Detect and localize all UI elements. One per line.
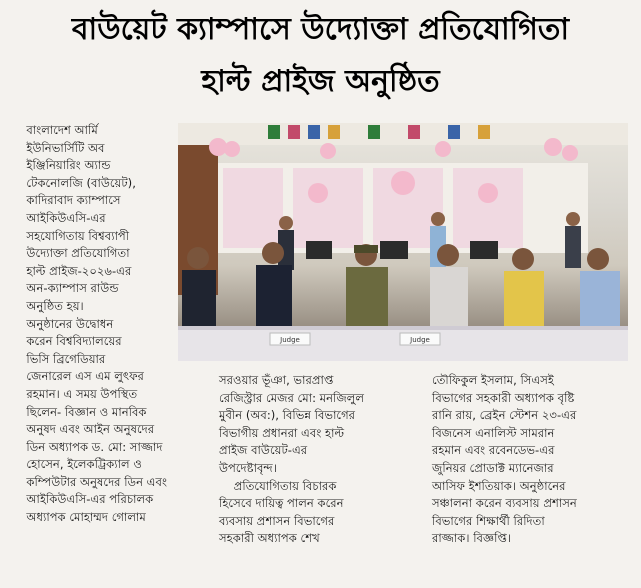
article-column-2: সরওয়ার ভূঁঞা, ভারপ্রাপ্ত রেজিস্ট্রার মেজর মো: মনজিলুল মুবীন (অব:), বিভিন্ন বিভাগের বিভাগীয় প্রধানরা এবং হাল্ট প্রাইজ বাউয়েট-এর উপদেষ্টাবৃন্দ। প্রতিযোগিতায় বিচারক হিসেবে দায়িত্ব পালন করেন ব্যবসায় প্রশাসন বিভাগের সহকারী অধ্যাপক শেখ (219, 373, 364, 546)
event-photo-illustration (178, 123, 628, 361)
news-photo (178, 123, 628, 361)
name-plate-label: Judge (280, 336, 300, 344)
headline-line-1: বাউয়েট ক্যাম্পাসে উদ্যোক্তা প্রতিযোগিতা (71, 12, 570, 47)
article-column-1: বাংলাদেশ আর্মি ইউনিভার্সিটি অব ইঞ্জিনিয়ারিং অ্যান্ড টেকনোলজি (বাউয়েট), কাদিরাবাদ ক্যাম্পাসে আইকিউএসি-এর সহযোগিতায় বিশ্বব্যাপী উদ্যোক্তা প্রতিযোগিতা হাল্ট প্রাইজ-২০২৬-এর অন-ক্যাম্পাস রাউন্ড অনুষ্ঠিত হয়। অনুষ্ঠানের উদ্বোধন করেন বিশ্ববিদ্যালয়ের ভিসি ব্রিগেডিয়ার জেনারেল এস এম লুৎফর রহমান। এ সময় উপস্থিত ছিলেন- বিজ্ঞান ও মানবিক অনুষদ এবং আইন অনুষদের ডিন অধ্যাপক ড. মো: সাজ্জাদ হোসেন, ইলেকট্রিক্যাল ও কম্পিউটার অনুষদের ডিন এবং আইকিউএসি-এর পরিচালক অধ্যাপক মোহাম্মদ গোলাম (26, 123, 167, 525)
name-plate-label: Judge (410, 336, 430, 344)
article-column-3: তৌফিকুল ইসলাম, সিএসই বিভাগের সহকারী অধ্যাপক বৃষ্টি রানি রায়, ব্রেইন স্টেশন ২৩-এর বিজনেস এনালিস্ট সামরান রহমান এবং রবেনডেভ-এর জুনিয়র প্রোডাক্ট ম্যানেজার আসিফ ইশতিয়াক। অনুষ্ঠানের সঞ্চালনা করেন ব্যবসায় প্রশাসন বিভাগের শিক্ষার্থী রিদিতা রাজ্জাক। বিজ্ঞপ্তি। (432, 373, 577, 546)
headline-line-2: হাল্ট প্রাইজ অনুষ্ঠিত (201, 64, 440, 99)
